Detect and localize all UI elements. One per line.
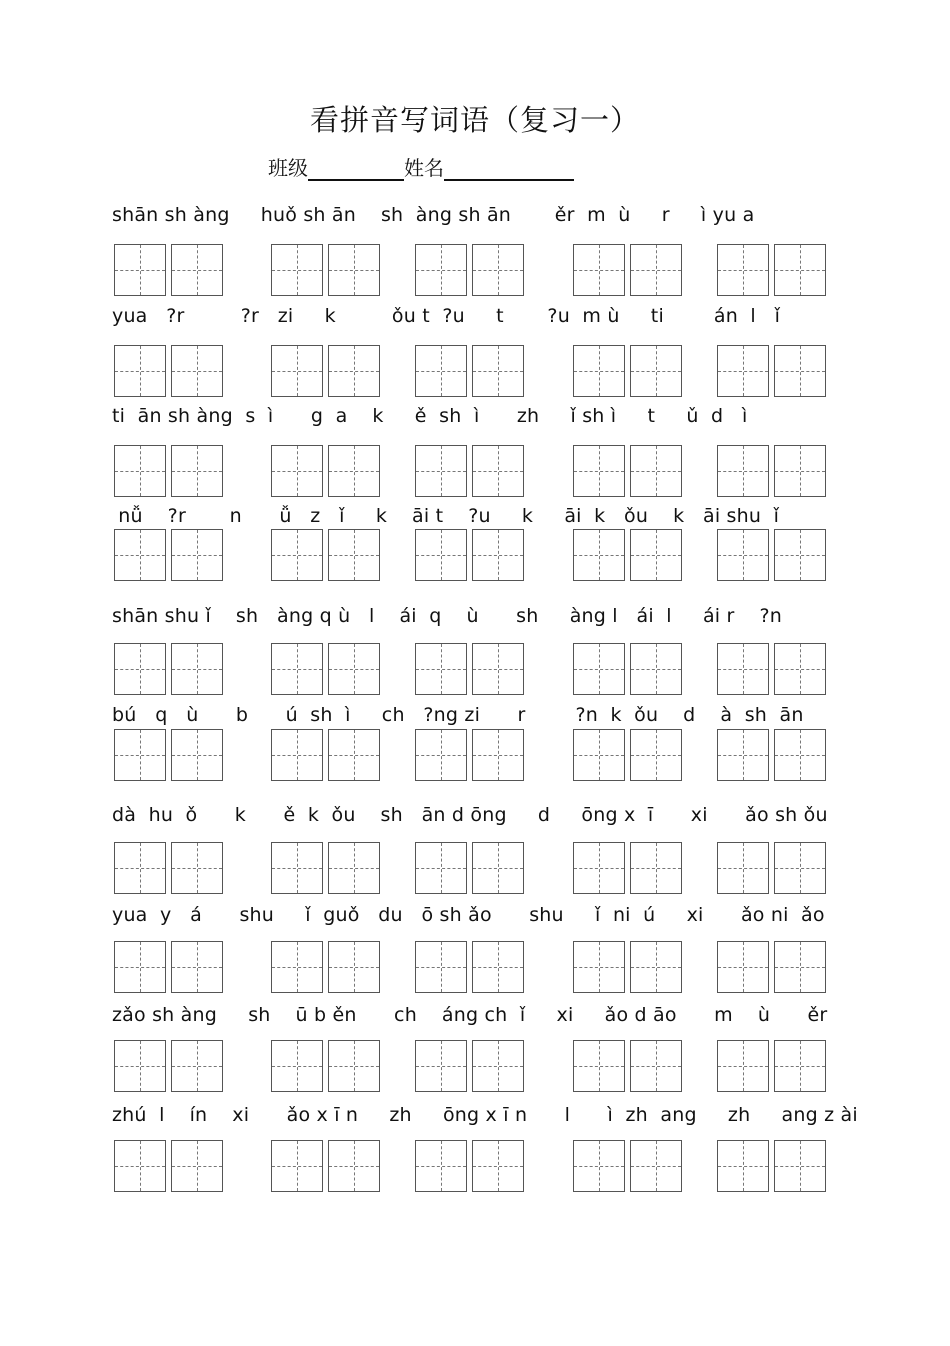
writing-box — [415, 941, 525, 993]
tianzige-cell[interactable] — [630, 842, 682, 894]
tianzige-cell[interactable] — [415, 244, 467, 296]
writing-box — [114, 445, 224, 497]
writing-box — [415, 643, 525, 695]
tianzige-cell[interactable] — [328, 529, 380, 581]
tianzige-cell[interactable] — [171, 445, 223, 497]
tianzige-cell[interactable] — [271, 1040, 323, 1092]
writing-box — [114, 941, 224, 993]
writing-box — [114, 729, 224, 781]
writing-box — [415, 445, 525, 497]
tianzige-cell[interactable] — [630, 445, 682, 497]
writing-box — [573, 941, 683, 993]
tianzige-cell[interactable] — [630, 941, 682, 993]
tianzige-cell[interactable] — [630, 345, 682, 397]
writing-box — [271, 941, 381, 993]
writing-box — [415, 529, 525, 581]
tianzige-cell[interactable] — [630, 1040, 682, 1092]
tianzige-cell[interactable] — [271, 1140, 323, 1192]
tianzige-cell[interactable] — [271, 244, 323, 296]
tianzige-cell[interactable] — [573, 941, 625, 993]
tianzige-cell[interactable] — [774, 1140, 826, 1192]
pinyin-row: zhú l ín xi ǎo x ī n zh ōng x ī n l ì zh ang zh ang z ài — [112, 1104, 858, 1126]
tianzige-cell[interactable] — [573, 244, 625, 296]
student-info — [268, 152, 574, 181]
writing-box — [717, 445, 827, 497]
writing-box — [717, 643, 827, 695]
writing-box — [717, 529, 827, 581]
tianzige-cell[interactable] — [774, 729, 826, 781]
writing-box — [415, 729, 525, 781]
page-title: 看拼音写词语（复习一） — [309, 103, 640, 137]
pinyin-row: shān sh àng huǒ sh ān sh àng sh ān ěr m ù r ì yu a — [112, 204, 755, 226]
writing-box — [271, 842, 381, 894]
writing-box — [114, 1140, 224, 1192]
tianzige-cell[interactable] — [472, 345, 524, 397]
tianzige-cell[interactable] — [415, 529, 467, 581]
tianzige-cell[interactable] — [630, 729, 682, 781]
tianzige-cell[interactable] — [271, 345, 323, 397]
writing-box — [114, 529, 224, 581]
writing-box — [573, 842, 683, 894]
tianzige-cell[interactable] — [573, 1140, 625, 1192]
writing-box — [717, 941, 827, 993]
tianzige-cell[interactable] — [630, 529, 682, 581]
tianzige-cell[interactable] — [114, 1040, 166, 1092]
tianzige-cell[interactable] — [171, 1040, 223, 1092]
tianzige-cell[interactable] — [171, 244, 223, 296]
writing-box — [573, 244, 683, 296]
writing-box — [415, 1140, 525, 1192]
tianzige-cell[interactable] — [774, 643, 826, 695]
writing-box — [114, 842, 224, 894]
tianzige-cell[interactable] — [573, 729, 625, 781]
tianzige-cell[interactable] — [271, 529, 323, 581]
writing-box — [271, 1140, 381, 1192]
tianzige-cell[interactable] — [415, 941, 467, 993]
tianzige-cell[interactable] — [271, 842, 323, 894]
pinyin-row: yua ?r ?r zi k ǒu t ?u t ?u m ù ti án l ǐ — [112, 305, 781, 327]
tianzige-cell[interactable] — [774, 1040, 826, 1092]
name-label: 姓名 — [404, 156, 444, 180]
tianzige-cell[interactable] — [774, 941, 826, 993]
tianzige-cell[interactable] — [328, 345, 380, 397]
tianzige-cell[interactable] — [717, 1040, 769, 1092]
tianzige-cell[interactable] — [472, 643, 524, 695]
tianzige-cell[interactable] — [573, 643, 625, 695]
writing-box — [573, 345, 683, 397]
tianzige-cell[interactable] — [114, 244, 166, 296]
tianzige-cell[interactable] — [774, 445, 826, 497]
tianzige-cell[interactable] — [171, 729, 223, 781]
tianzige-cell[interactable] — [171, 529, 223, 581]
tianzige-cell[interactable] — [717, 842, 769, 894]
tianzige-cell[interactable] — [472, 445, 524, 497]
tianzige-cell[interactable] — [717, 729, 769, 781]
tianzige-cell[interactable] — [573, 529, 625, 581]
writing-box — [271, 445, 381, 497]
writing-box — [271, 1040, 381, 1092]
pinyin-row: yua y á shu ǐ guǒ du ō sh ǎo shu ǐ ni ú xi ǎo ni ǎo — [112, 904, 825, 926]
tianzige-cell[interactable] — [114, 1140, 166, 1192]
tianzige-cell[interactable] — [717, 529, 769, 581]
tianzige-cell[interactable] — [171, 842, 223, 894]
tianzige-cell[interactable] — [328, 643, 380, 695]
pinyin-row: shān shu ǐ sh àng q ù l ái q ù sh àng l ái l ái r ?n — [112, 605, 783, 627]
tianzige-cell[interactable] — [717, 244, 769, 296]
tianzige-cell[interactable] — [328, 941, 380, 993]
writing-box — [573, 1140, 683, 1192]
tianzige-cell[interactable] — [415, 345, 467, 397]
writing-box — [271, 643, 381, 695]
tianzige-cell[interactable] — [717, 1140, 769, 1192]
writing-box — [415, 1040, 525, 1092]
pinyin-row: bú q ù b ú sh ì ch ?ng zi r ?n k ǒu d à sh ān — [112, 704, 804, 726]
writing-box — [114, 345, 224, 397]
writing-box — [415, 842, 525, 894]
tianzige-cell[interactable] — [415, 729, 467, 781]
tianzige-cell[interactable] — [271, 643, 323, 695]
tianzige-cell[interactable] — [415, 643, 467, 695]
writing-box — [573, 529, 683, 581]
tianzige-cell[interactable] — [415, 1040, 467, 1092]
tianzige-cell[interactable] — [271, 445, 323, 497]
tianzige-cell[interactable] — [472, 842, 524, 894]
tianzige-cell[interactable] — [472, 941, 524, 993]
tianzige-cell[interactable] — [717, 345, 769, 397]
tianzige-cell[interactable] — [774, 842, 826, 894]
tianzige-cell[interactable] — [774, 244, 826, 296]
name-blank[interactable] — [444, 155, 574, 181]
pinyin-row: ti ān sh àng s ì g a k ě sh ì zh ǐ sh ì t ǔ d ì — [112, 405, 748, 427]
tianzige-cell[interactable] — [472, 1140, 524, 1192]
tianzige-cell[interactable] — [114, 529, 166, 581]
tianzige-cell[interactable] — [573, 842, 625, 894]
tianzige-cell[interactable] — [328, 729, 380, 781]
tianzige-cell[interactable] — [415, 445, 467, 497]
pinyin-row: nǚ ?r n ǚ z ǐ k āi t ?u k āi k ǒu k āi shu ǐ — [112, 505, 780, 527]
writing-box — [573, 643, 683, 695]
writing-box — [271, 244, 381, 296]
class-label: 班级 — [268, 156, 308, 180]
tianzige-cell[interactable] — [171, 941, 223, 993]
tianzige-cell[interactable] — [171, 643, 223, 695]
tianzige-cell[interactable] — [573, 445, 625, 497]
tianzige-cell[interactable] — [328, 1040, 380, 1092]
tianzige-cell[interactable] — [573, 345, 625, 397]
tianzige-cell[interactable] — [271, 941, 323, 993]
tianzige-cell[interactable] — [114, 941, 166, 993]
writing-box — [717, 1140, 827, 1192]
tianzige-cell[interactable] — [114, 643, 166, 695]
tianzige-cell[interactable] — [472, 729, 524, 781]
tianzige-cell[interactable] — [171, 1140, 223, 1192]
tianzige-cell[interactable] — [717, 941, 769, 993]
tianzige-cell[interactable] — [171, 345, 223, 397]
tianzige-cell[interactable] — [415, 842, 467, 894]
tianzige-cell[interactable] — [774, 345, 826, 397]
tianzige-cell[interactable] — [774, 529, 826, 581]
writing-box — [271, 529, 381, 581]
pinyin-row: zǎo sh àng sh ū b ěn ch áng ch ǐ xi ǎo d āo m ù ěr — [112, 1004, 828, 1026]
tianzige-cell[interactable] — [472, 244, 524, 296]
writing-box — [717, 1040, 827, 1092]
tianzige-cell[interactable] — [114, 345, 166, 397]
writing-box — [717, 345, 827, 397]
tianzige-cell[interactable] — [271, 729, 323, 781]
pinyin-row: dà hu ǒ k ě k ǒu sh ān d ōng d ōng x ī xi ǎo sh ǒu — [112, 804, 828, 826]
tianzige-cell[interactable] — [328, 244, 380, 296]
tianzige-cell[interactable] — [630, 244, 682, 296]
class-blank[interactable] — [308, 155, 404, 181]
tianzige-cell[interactable] — [717, 643, 769, 695]
tianzige-cell[interactable] — [630, 1140, 682, 1192]
tianzige-cell[interactable] — [472, 1040, 524, 1092]
writing-box — [271, 729, 381, 781]
writing-box — [717, 244, 827, 296]
writing-box — [415, 345, 525, 397]
writing-box — [114, 244, 224, 296]
tianzige-cell[interactable] — [114, 842, 166, 894]
writing-box — [271, 345, 381, 397]
tianzige-cell[interactable] — [472, 529, 524, 581]
writing-box — [717, 842, 827, 894]
tianzige-cell[interactable] — [630, 643, 682, 695]
writing-box — [573, 445, 683, 497]
tianzige-cell[interactable] — [573, 1040, 625, 1092]
tianzige-cell[interactable] — [114, 729, 166, 781]
writing-box — [573, 1040, 683, 1092]
tianzige-cell[interactable] — [114, 445, 166, 497]
writing-box — [717, 729, 827, 781]
writing-box — [415, 244, 525, 296]
tianzige-cell[interactable] — [415, 1140, 467, 1192]
writing-box — [114, 643, 224, 695]
tianzige-cell[interactable] — [328, 842, 380, 894]
tianzige-cell[interactable] — [717, 445, 769, 497]
tianzige-cell[interactable] — [328, 1140, 380, 1192]
tianzige-cell[interactable] — [328, 445, 380, 497]
writing-box — [114, 1040, 224, 1092]
writing-box — [573, 729, 683, 781]
